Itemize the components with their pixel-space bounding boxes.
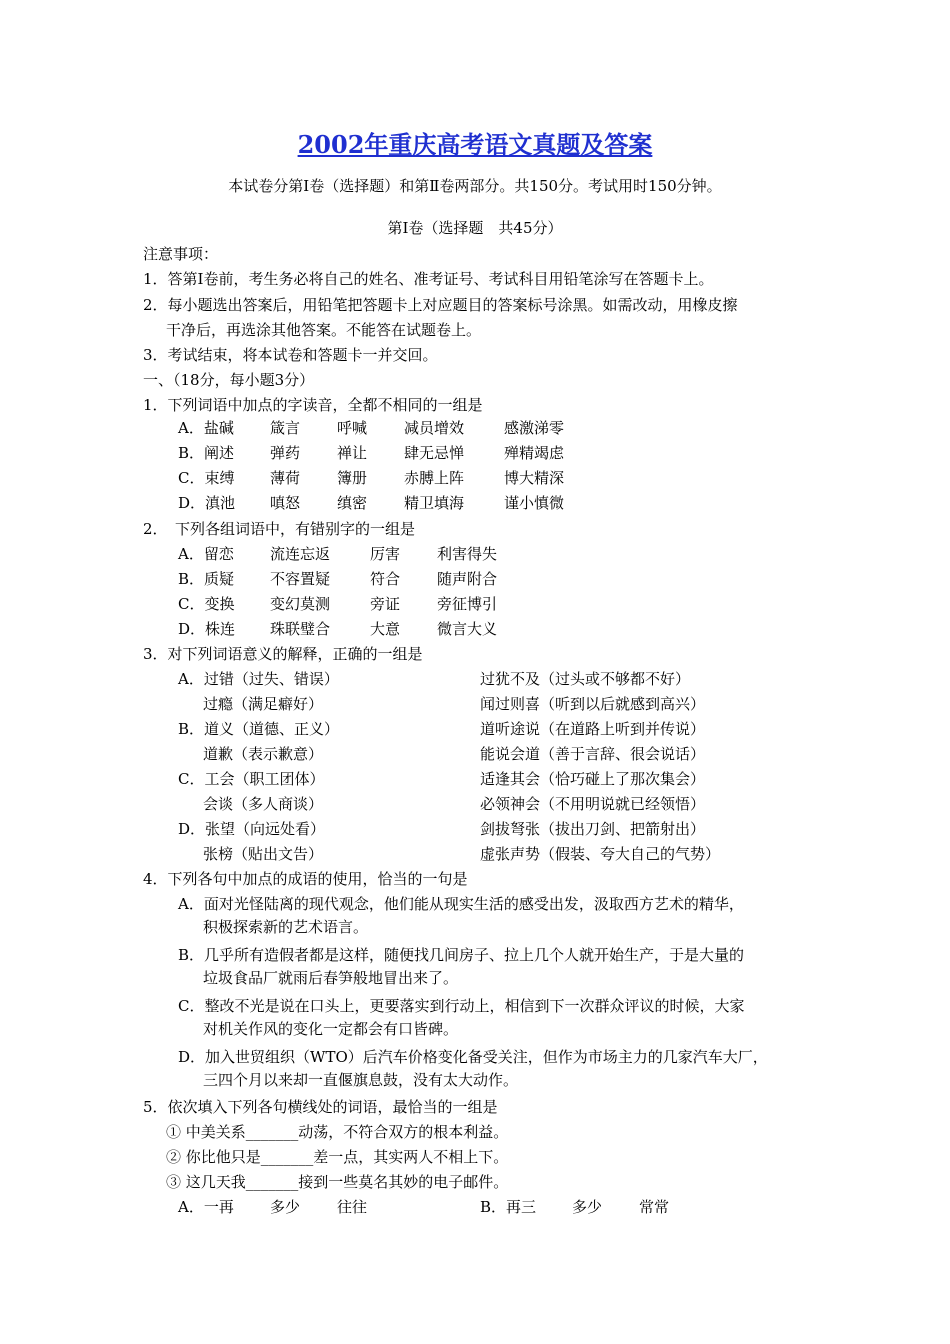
option-cell: 微言大义 <box>437 620 498 638</box>
option-line: A．面对光怪陆离的现代观念，他们能从现实生活的感受出发，汲取西方艺术的精华， <box>178 895 744 913</box>
option-cell: 赤膊上阵 <box>404 469 465 487</box>
option-cell: 道歉（表示歉意） <box>203 745 324 763</box>
option-cell: 精卫填海 <box>404 494 465 512</box>
option-cell: 大意 <box>370 620 401 638</box>
option-cell: 剑拔弩张（拔出刀剑、把箭射出） <box>480 820 706 838</box>
option-cell: 能说会道（善于言辞、很会说话） <box>480 745 706 763</box>
fill-blank-sentence: ③ 这几天我_______接到一些莫名其妙的电子邮件。 <box>166 1173 509 1191</box>
option-cell: 旁征博引 <box>437 595 498 613</box>
option-cell: 呼喊 <box>337 419 368 437</box>
fill-blank-sentence: ① 中美关系_______动荡，不符合双方的根本利益。 <box>166 1123 509 1141</box>
question-stem: 5．依次填入下列各句横线处的词语，最恰当的一组是 <box>143 1098 498 1116</box>
note-item: 1．答第Ⅰ卷前，考生务必将自己的姓名、准考证号、考试科目用铅笔涂写在答题卡上。 <box>143 270 714 288</box>
option-cell: 簿册 <box>337 469 368 487</box>
option-cell: 缜密 <box>337 494 368 512</box>
option-cell: 适逢其会（恰巧碰上了那次集会） <box>480 770 706 788</box>
option-cell: A．盐碱 <box>178 419 234 437</box>
option-cell: 多少 <box>270 1198 301 1216</box>
option-line: B．几乎所有造假者都是这样，随便找几间房子、拉上几个人就开始生产，于是大量的 <box>178 946 745 964</box>
option-cell: 博大精深 <box>504 469 565 487</box>
option-cell: 过犹不及（过头或不够都不好） <box>480 670 691 688</box>
option-cell: 虚张声势（假装、夸大自己的气势） <box>480 845 721 863</box>
option-cell: A．过错（过失、错误） <box>178 670 339 688</box>
option-cell: 不容置疑 <box>270 570 331 588</box>
option-cell: C．工会（职工团体） <box>178 770 325 788</box>
option-cell: 道听途说（在道路上听到并传说） <box>480 720 706 738</box>
option-cell: 利害得失 <box>437 545 498 563</box>
part1-heading: 第Ⅰ卷（选择题 共45分） <box>387 219 563 237</box>
option-line: 对机关作风的变化一定都会有口皆碑。 <box>203 1020 459 1038</box>
note-item: 干净后，再选涂其他答案。不能答在试题卷上。 <box>166 321 482 339</box>
option-cell: 过瘾（满足癖好） <box>203 695 324 713</box>
option-line: D．加入世贸组织（WTO）后汽车价格变化备受关注，但作为市场主力的几家汽车大厂， <box>178 1048 768 1066</box>
note-item: 2．每小题选出答案后，用铅笔把答题卡上对应题目的答案标号涂黑。如需改动，用橡皮擦 <box>143 296 738 314</box>
option-cell: 旁证 <box>370 595 401 613</box>
option-cell: A．留恋 <box>178 545 234 563</box>
option-cell: 厉害 <box>370 545 401 563</box>
option-cell: 变幻莫测 <box>270 595 331 613</box>
option-cell: B．再三 <box>480 1198 537 1216</box>
fill-blank-sentence: ② 你比他只是_______差一点，其实两人不相上下。 <box>166 1148 509 1166</box>
option-cell: 必领神会（不用明说就已经领悟） <box>480 795 706 813</box>
option-cell: D．张望（向远处看） <box>178 820 326 838</box>
option-cell: 谨小慎微 <box>504 494 565 512</box>
option-cell: C．变换 <box>178 595 235 613</box>
option-cell: 随声附合 <box>437 570 498 588</box>
option-cell: 往往 <box>337 1198 368 1216</box>
section-heading: 一、（18分，每小题3分） <box>143 371 315 389</box>
option-cell: 张榜（贴出文告） <box>203 845 324 863</box>
option-cell: 箴言 <box>270 419 301 437</box>
option-cell: D．滇池 <box>178 494 236 512</box>
question-stem: 2． 下列各组词语中，有错别字的一组是 <box>143 520 416 538</box>
note-item: 3．考试结束，将本试卷和答题卡一并交回。 <box>143 346 438 364</box>
option-cell: B．道义（道德、正义） <box>178 720 340 738</box>
option-cell: 常常 <box>639 1198 670 1216</box>
option-cell: 闻过则喜（听到以后就感到高兴） <box>480 695 706 713</box>
question-stem: 4．下列各句中加点的成语的使用，恰当的一句是 <box>143 870 468 888</box>
option-cell: C．束缚 <box>178 469 235 487</box>
option-cell: 减员增效 <box>404 419 465 437</box>
option-cell: 禅让 <box>337 444 368 462</box>
option-cell: B．质疑 <box>178 570 235 588</box>
option-cell: A．一再 <box>178 1198 234 1216</box>
exam-intro: 本试卷分第Ⅰ卷（选择题）和第Ⅱ卷两部分。共150分。考试用时150分钟。 <box>228 177 722 195</box>
option-cell: 殚精竭虑 <box>504 444 565 462</box>
option-cell: 嗔怒 <box>270 494 301 512</box>
option-cell: 感激涕零 <box>504 419 565 437</box>
option-line: 积极探索新的艺术语言。 <box>203 918 369 936</box>
option-cell: D．株连 <box>178 620 236 638</box>
option-cell: 薄荷 <box>270 469 301 487</box>
option-cell: 弹药 <box>270 444 301 462</box>
option-cell: 肆无忌惮 <box>404 444 465 462</box>
notes-heading: 注意事项： <box>143 245 219 263</box>
option-cell: B．阐述 <box>178 444 235 462</box>
question-stem: 1．下列词语中加点的字读音，全都不相同的一组是 <box>143 396 483 414</box>
option-line: 三四个月以来却一直偃旗息鼓，没有太大动作。 <box>203 1071 519 1089</box>
option-line: 垃圾食品厂就雨后春笋般地冒出来了。 <box>203 969 459 987</box>
option-line: C．整改不光是说在口头上，更要落实到行动上，相信到下一次群众评议的时候，大家 <box>178 997 745 1015</box>
option-cell: 符合 <box>370 570 401 588</box>
option-cell: 珠联璧合 <box>270 620 331 638</box>
option-cell: 会谈（多人商谈） <box>203 795 324 813</box>
page-title: 2002年重庆高考语文真题及答案 <box>297 130 653 159</box>
option-cell: 多少 <box>572 1198 603 1216</box>
option-cell: 流连忘返 <box>270 545 331 563</box>
question-stem: 3．对下列词语意义的解释，正确的一组是 <box>143 645 423 663</box>
